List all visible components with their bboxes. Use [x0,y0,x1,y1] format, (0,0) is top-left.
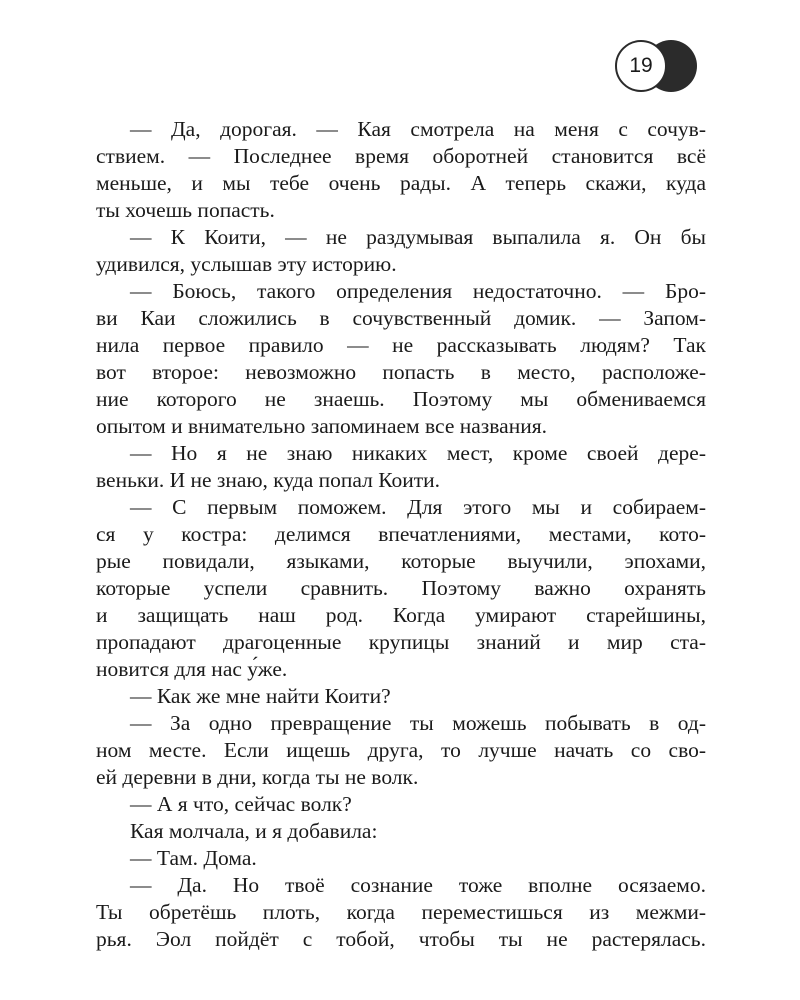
text-line: Ты обретёшь плоть, когда переместишься из межми- [96,900,706,924]
text-line: вот второе: невозможно попасть в место, расположе- [96,360,706,384]
text-line: ние которого не знаешь. Поэтому мы обмениваемся [96,387,706,411]
page-number: 19 [615,40,667,92]
text-line: — Как же мне найти Коити? [130,684,391,708]
text-line: рья. Эол пойдёт с тобой, чтобы ты не растерялась. [96,927,706,951]
text-line: ся у костра: делимся впечатлениями, местами, кото- [96,522,706,546]
text-line: — А я что, сейчас волк? [130,792,352,816]
text-line: ей деревни в дни, когда ты не волк. [96,765,419,789]
text-line: опытом и внимательно запоминаем все названия. [96,414,547,438]
text-line: Кая молчала, и я добавила: [130,819,378,843]
text-line: — Да. Но твоё сознание тоже вполне осязаемо. [130,873,706,897]
text-line: ви Каи сложились в сочувственный домик. — Запом- [96,306,706,330]
text-line: меньше, и мы тебе очень рады. А теперь скажи, куда [96,171,706,195]
text-line: нила первое правило — не рассказывать людям? Так [96,333,706,357]
text-line: — Боюсь, такого определения недостаточно. — Бро- [130,279,706,303]
text-line: — К Коити, — не раздумывая выпалила я. Он бы [130,225,706,249]
page-number-badge [615,40,707,92]
text-line: и защищать наш род. Когда умирают старейшины, [96,603,706,627]
text-line: пропадают драгоценные крупицы знаний и мир ста- [96,630,706,654]
text-line: — За одно превращение ты можешь побывать в од- [130,711,706,735]
text-line: веньки. И не знаю, куда попал Коити. [96,468,441,492]
body-text [96,116,706,953]
text-line: рые повидали, языками, которые выучили, эпохами, [96,549,706,573]
text-line: — Там. Дома. [130,846,257,870]
text-line: ном месте. Если ищешь друга, то лучше начать со сво- [96,738,706,762]
text-line: которые успели сравнить. Поэтому важно охранять [96,576,706,600]
text-line: — С первым поможем. Для этого мы и собираем- [130,495,706,519]
text-line: новится для нас у́же. [96,657,288,681]
text-line: — Да, дорогая. — Кая смотрела на меня с сочув- [130,117,706,141]
text-line: — Но я не знаю никаких мест, кроме своей дере- [130,441,706,465]
text-line: ты хочешь попасть. [96,198,275,222]
text-line: удивился, услышав эту историю. [96,252,397,276]
text-line: ствием. — Последнее время оборотней становится всё [96,144,706,168]
